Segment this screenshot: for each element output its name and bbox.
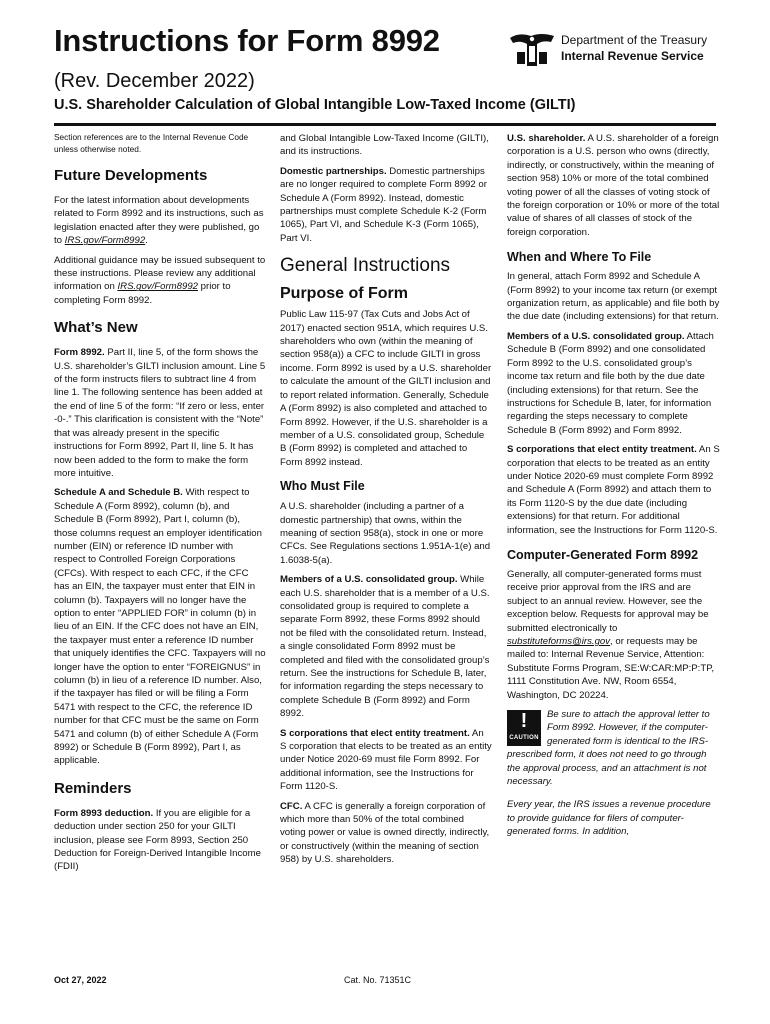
when-where-heading: When and Where To File xyxy=(507,250,652,265)
reminders-heading: Reminders xyxy=(54,779,132,797)
irs-eagle-logo-icon xyxy=(507,30,557,70)
whats-new-schedules: Schedule A and Schedule B. With respect to Schedule A (Form 8992), column (b), and Schedule B (Form 8992), Part I, column (b), those columns request an employer identification number (EIN) or reference ID number with respect to Controlled Foreign Corporations (CFCs). With respect to each CFC, if the CFC has an EIN, the taxpayer must enter that EIN in column (b). Taxpayers will no longer have the option to enter “APPLIED FOR” in column (b) in lieu of an EIN. If the CFC does not have an EIN, the taxpayer must enter a reference ID number that uniquely identifies the CFC. Taxpayers will no longer have the option to enter “FOREIGNUS” in column (b) in lieu of a reference ID number. Also, if the taxpayer has filed or will be filing a Form 5471 with respect to the CFC, the reference ID number for that CFC must be the same on Form 5471 and column (b) of either Schedule A (Form 8992) or Schedule B (Form 8992), Part I, as applicable. xyxy=(54,487,266,767)
cfc-definition-paragraph: CFC. A CFC is generally a foreign corporation of which more than 50% of the total combined voting power or value is owned directly, indirectly, or constructively (within the meaning of section 958) by U.S. shareholders. xyxy=(280,800,490,866)
consolidated-group-paragraph: Members of a U.S. consolidated group. While each U.S. shareholder that is a member of a U.S. consolidated group is required to complete a separate Form 8992, these Forms 8992 should not be filed with the consolidated return. Instead, a single consolidated Form 8992 must be completed and filed with the consolidated group’s return. See the instructions for Schedule B, later, for information regarding the steps necessary to complete Schedule B (Form 8992) and Form 8992. xyxy=(280,574,490,720)
service-name: Internal Revenue Service xyxy=(561,49,704,63)
general-instructions-heading: General Instructions xyxy=(280,255,451,277)
s-corporations-paragraph: S corporations that elect entity treatment. An S corporation that elects to be treated as an entity under Notice 2020-69 must file Form 8992. For additional information, see the Instructions for Form 1120-S. xyxy=(280,727,492,793)
irs-form8992-link[interactable]: IRS.gov/Form8992 xyxy=(64,235,146,247)
purpose-of-form-paragraph: Public Law 115-97 (Tax Cuts and Jobs Act of 2017) enacted section 951A, which requires U.S. shareholders who own (within the meaning of section 958(a)) a CFC to include GILTI in gross income. Form 8992 is used by a U.S. shareholder to calculate the amount of the GILTI inclusion and to report related information. Generally, Schedule A (Form 8992) is also completed and attached to Form 8992. However, if the U.S. shareholder is a member of a U.S. consolidated group, Schedule B (Form 8992) is completed and attached to Form 8992 instead. xyxy=(280,309,492,468)
caution-symbol: ! xyxy=(520,710,528,733)
revenue-procedure-paragraph: Every year, the IRS issues a revenue procedure to provide guidance for filers of computer-generated forms. In addition, xyxy=(507,799,711,838)
whats-new-form-8992: Form 8992. Part II, line 5, of the form shows the U.S. shareholder’s GILTI inclusion amount. Line 5 of the form instructs filers to subtract line 4 from line 1. The following sentence has been added at the end of line 5 of the form: “If zero or less, enter -0-.” This clarification is consistent with the “Note” that was already present in the specific instructions for Form 8992, Part II, line 5. It has now been added to the form to make the form more intuitive. xyxy=(54,347,266,479)
s-corporations-filing-paragraph: S corporations that elect entity treatment. An S corporation that elects to be treated as an entity under Notice 2020-69 must complete Form 8992 and Schedule A (Form 8992) and attach them to its Form 1120-S by the due date (including extensions) for that return. For additional information, see the Instructions for Form 1120-S. xyxy=(507,444,720,536)
who-must-file-heading: Who Must File xyxy=(280,479,365,494)
reminders-form-8993: Form 8993 deduction. If you are eligible for a deduction under section 250 for your GILTI inclusion, please see Form 8993, Section 250 Deduction for Foreign-Derived Intangible Income (FDII) xyxy=(54,807,261,873)
column-3 xyxy=(507,132,720,845)
future-developments-paragraph-2: Additional guidance may be issued subsequent to these instructions. Please review any additional information on IRS.gov/Form8992 prior to completing Form 8992. xyxy=(54,254,266,306)
form-subtitle: U.S. Shareholder Calculation of Global Intangible Low-Taxed Income (GILTI) xyxy=(54,97,576,113)
purpose-of-form-heading: Purpose of Form xyxy=(280,285,409,303)
department-name: Department of the Treasury xyxy=(561,33,708,47)
agency-block xyxy=(507,30,722,70)
caution-icon xyxy=(507,710,541,746)
who-must-file-paragraph: A U.S. shareholder (including a partner of a domestic partnership) that owns, within the meaning of section 958(a), stock in one or more CFCs. See Regulations sections 1.951A-1(e) and 1.6038-5(a). xyxy=(280,501,491,566)
irs-form8992-link-2[interactable]: IRS.gov/Form8992 xyxy=(117,281,198,293)
footer-date: Oct 27, 2022 xyxy=(54,975,107,985)
footer-catalog-number: Cat. No. 71351C xyxy=(344,975,412,985)
domestic-partnerships-paragraph: Domestic partnerships. Domestic partnerships are no longer required to complete Form 8992 or Schedule A (Form 8992). Instead, domestic partnerships must complete Schedule K-2 (Form 1065), Part VI, and Schedule K-3 (Form 1065), Part VI. xyxy=(280,165,487,244)
revision-date: (Rev. December 2022) xyxy=(54,70,255,92)
header-rule xyxy=(54,123,716,126)
future-developments-heading: Future Developments xyxy=(54,167,208,184)
page-title: Instructions for Form 8992 xyxy=(54,23,440,58)
continued-text: and Global Intangible Low-Taxed Income (GILTI), and its instructions. xyxy=(280,133,489,158)
column-1 xyxy=(54,132,266,880)
substitute-forms-email-link[interactable]: substituteforms@irs.gov xyxy=(507,636,611,647)
us-shareholder-paragraph: U.S. shareholder. A U.S. shareholder of a foreign corporation is a U.S. person who owns (directly, indirectly, or constructively, within the meaning of section 958) 10% or more of the total combined voting power of all the classes of voting stock of the foreign corporation or 10% or more of the total value of shares of all classes of stock of the foreign corporation. xyxy=(507,133,720,238)
caution-box xyxy=(507,708,720,788)
when-where-paragraph: In general, attach Form 8992 and Schedule A (Form 8992) to your income tax return (or exempt organization return, as applicable) and file both by the due date (including extensions) for that return. xyxy=(507,271,720,323)
computer-generated-heading: Computer-Generated Form 8992 xyxy=(507,547,699,562)
whats-new-heading: What’s New xyxy=(54,319,138,337)
caution-label: CAUTION xyxy=(509,735,539,742)
caution-text: Be sure to attach the approval letter to Form 8992. However, if the computer-generated form is identical to the IRS-prescribed form, it does not need to go through the approval process, and an attachment is not necessary. xyxy=(507,709,710,788)
column-2 xyxy=(280,132,492,873)
section-references-note: Section references are to the Internal Revenue Code unless otherwise noted. xyxy=(54,132,249,154)
consolidated-group-filing-paragraph: Members of a U.S. consolidated group. Attach Schedule B (Form 8992) and one consolidated Form 8992 to the U.S. consolidated group’s income tax return and file both by the due date (including extensions) for that return. See the instructions for Schedule B, later, for information regarding the steps necessary to complete Schedule B (Form 8992) and Form 8992. xyxy=(507,330,714,436)
computer-generated-paragraph: Generally, all computer-generated forms must receive prior approval from the IRS and are subject to an annual review. However, see the exception below. Requests for approval may be submitted electronically to substituteforms@irs.gov, or requests may be mailed to: Internal Revenue Service, Attention: Substitute Forms Program, SE:W:CAR:MP:P:TP, 1111 Constitution Ave. NW, Room 6554, Washington, DC 20224. xyxy=(507,568,715,701)
future-developments-paragraph-1: For the latest information about developments related to Form 8992 and its instructions, such as legislation enacted after they were published, go to IRS.gov/Form8992. xyxy=(54,195,264,247)
